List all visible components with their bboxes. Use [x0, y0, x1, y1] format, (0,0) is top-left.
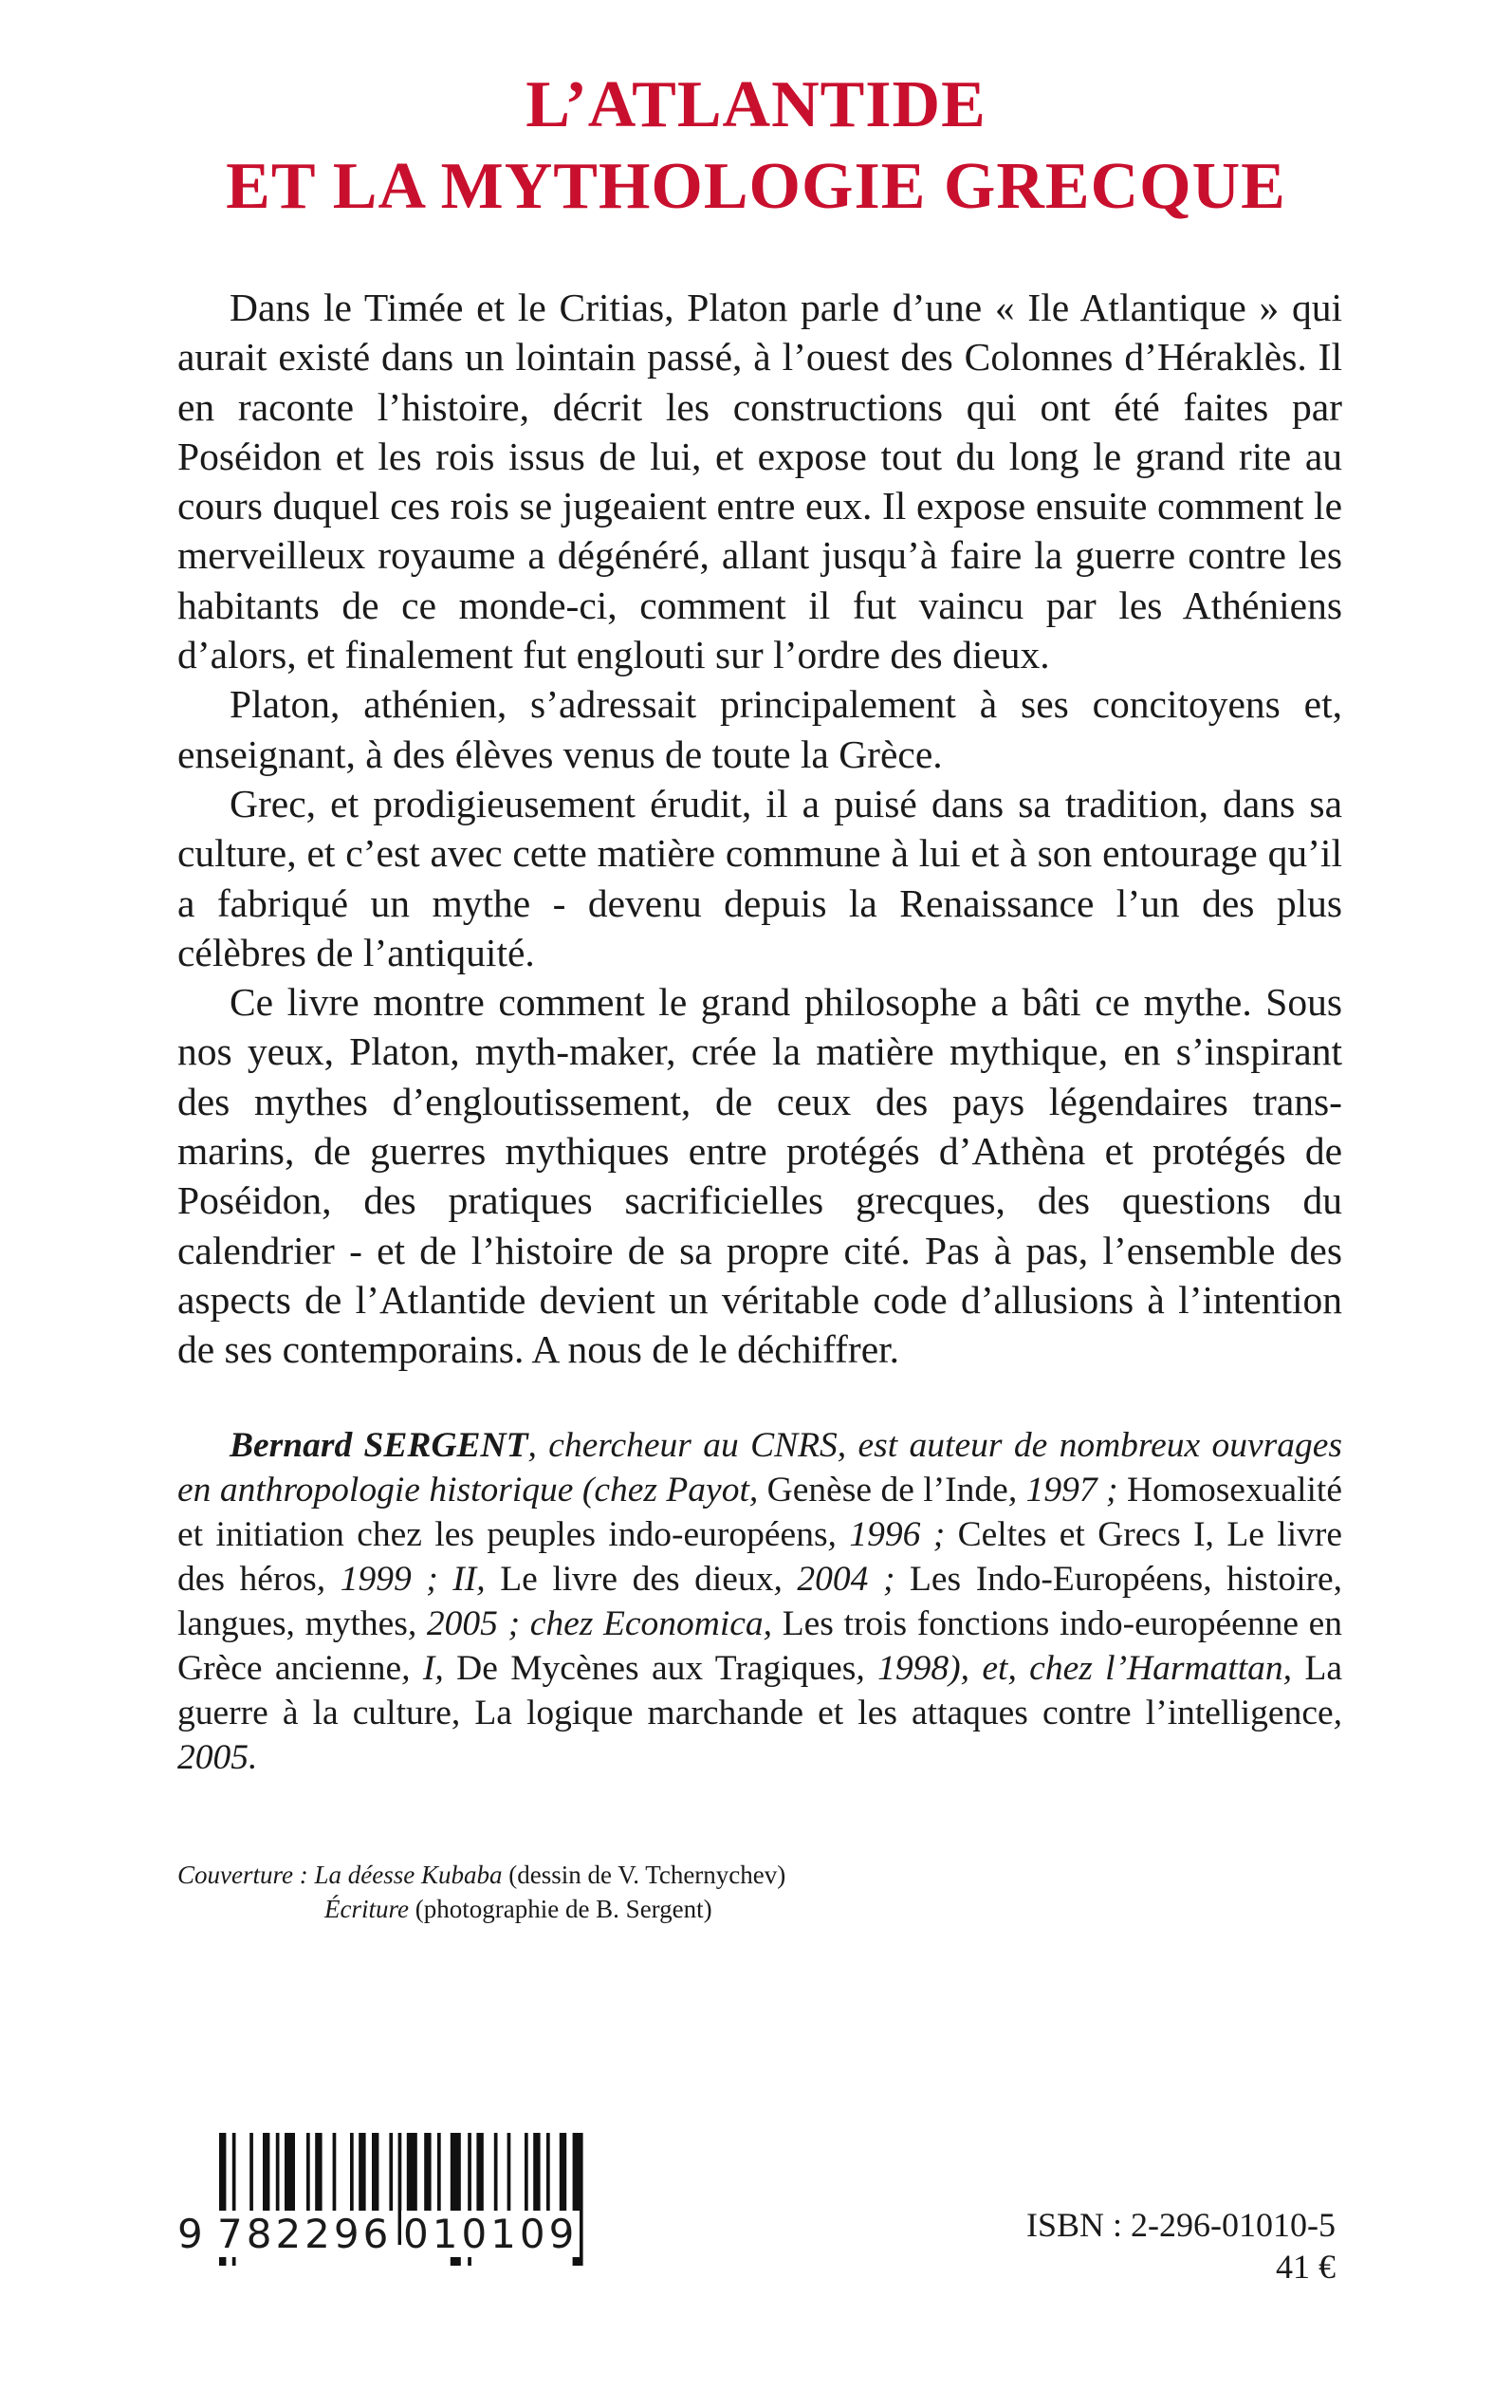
author-bio	[177, 1423, 1342, 1780]
isbn-block	[1026, 2204, 1336, 2288]
barcode-group-1: 782296	[217, 2211, 393, 2257]
bio-title: Le livre des dieux	[500, 1560, 774, 1599]
cover-credits	[177, 1858, 1031, 1926]
credit-detail: (photographie de B. Sergent)	[408, 1895, 712, 1923]
bio-title: La guerre à la culture, La logique marchande et les attaques contre l’intelligence	[177, 1649, 1342, 1732]
barcode-first-digit: 9	[177, 2211, 203, 2257]
barcode-group-2: 010109	[403, 2211, 579, 2257]
bio-title: Les Indo-Européens, histoire, langues, mythes	[177, 1560, 1342, 1643]
credit-detail: (dessin de V. Tchernychev)	[502, 1861, 786, 1889]
bio-title: Homosexualité et initiation chez les peuples indo-européens	[177, 1471, 1342, 1554]
bio-title: Les trois fonctions indo-européenne en Grèce ancienne	[177, 1604, 1342, 1688]
summary-text	[177, 283, 1342, 1375]
bio-title: Genèse de l’Inde	[766, 1471, 1008, 1510]
bio-text: , 1997 ;	[1007, 1471, 1127, 1510]
credit-item: Écriture	[324, 1895, 409, 1923]
title-line-1: L’ATLANTIDE	[526, 68, 986, 141]
summary-paragraph-2: Platon, athénien, s’adressait principalement à ses concitoyens et, enseignant, à des élèves venus de toute la Grèce.	[177, 682, 1342, 776]
book-title	[0, 65, 1512, 228]
barcode-numbers	[177, 2182, 585, 2268]
bio-text: , 1998), et, chez l’Harmattan,	[856, 1649, 1305, 1688]
summary-paragraph-1: Dans le Timée et le Critias, Platon parle d’une « Ile Atlantique » qui aurait existé dans un lointain passé, à l’ouest des Colonnes d’Héraklès. Il en raconte l’histoire, décrit les constructions qui ont été faites par Poséidon et les rois issus de lui, et expose tout du long le grand rite au cours duquel ces rois se jugeaient entre eux. Il expose ensuite comment le merveilleux royaume a dégénéré, allant jusqu’à faire la guerre contre les habitants de ce monde-ci, comment il fut vaincu par les Athéniens d’alors, et finalement fut englouti sur l’ordre des dieux.	[177, 286, 1342, 677]
bio-text: , 2005 ; chez Economica,	[407, 1604, 783, 1643]
credit-line-2	[177, 1892, 1031, 1926]
bio-title: De Mycènes aux Tragiques	[456, 1649, 857, 1688]
bio-title: Celtes et Grecs I, Le livre des héros	[177, 1515, 1343, 1599]
summary-paragraph-3: Grec, et prodigieusement érudit, il a puisé dans sa tradition, dans sa culture, et c’est avec cette matière commune à lui et à son entourage qu’il a fabriqué un mythe - devenu depuis la Renaissance l’un des plus célèbres de l’antiquité.	[177, 781, 1342, 974]
bio-text: , 2005.	[177, 1694, 1342, 1777]
author-name: Bernard SERGENT	[230, 1426, 528, 1465]
credit-label: Couverture :	[177, 1861, 315, 1889]
bio-text: , 1999 ; II,	[316, 1560, 501, 1599]
bio-text: , chercheur au CNRS, est auteur de nombreux ouvrages en anthropologie historique (chez Payot,	[177, 1426, 1342, 1510]
price: 41 €	[1276, 2248, 1336, 2286]
credit-line-1	[177, 1858, 1031, 1892]
summary-paragraph-4: Ce livre montre comment le grand philosophe a bâti ce mythe. Sous nos yeux, Platon, myth-maker, crée la matière mythique, en s’inspirant des mythes d’engloutissement, de ceux des pays légendaires trans-marins, de guerres mythiques entre protégés d’Athèna et protégés de Poséidon, des pratiques sacrificielles grecques, des questions du calendrier - et de l’histoire de sa propre cité. Pas à pas, l’ensemble des aspects de l’Atlantide devient un véritable code d’allusions à l’intention de ses contemporains. A nous de le déchiffrer.	[177, 980, 1342, 1372]
bio-text: , I,	[401, 1649, 457, 1688]
credit-item: La déesse Kubaba	[314, 1861, 503, 1889]
bio-text: , 1996 ;	[827, 1515, 958, 1554]
bio-text: , 2004 ;	[773, 1560, 910, 1599]
title-line-2: ET LA MYTHOLOGIE GRECQUE	[226, 150, 1286, 223]
isbn-number: ISBN : 2-296-01010-5	[1026, 2206, 1336, 2244]
